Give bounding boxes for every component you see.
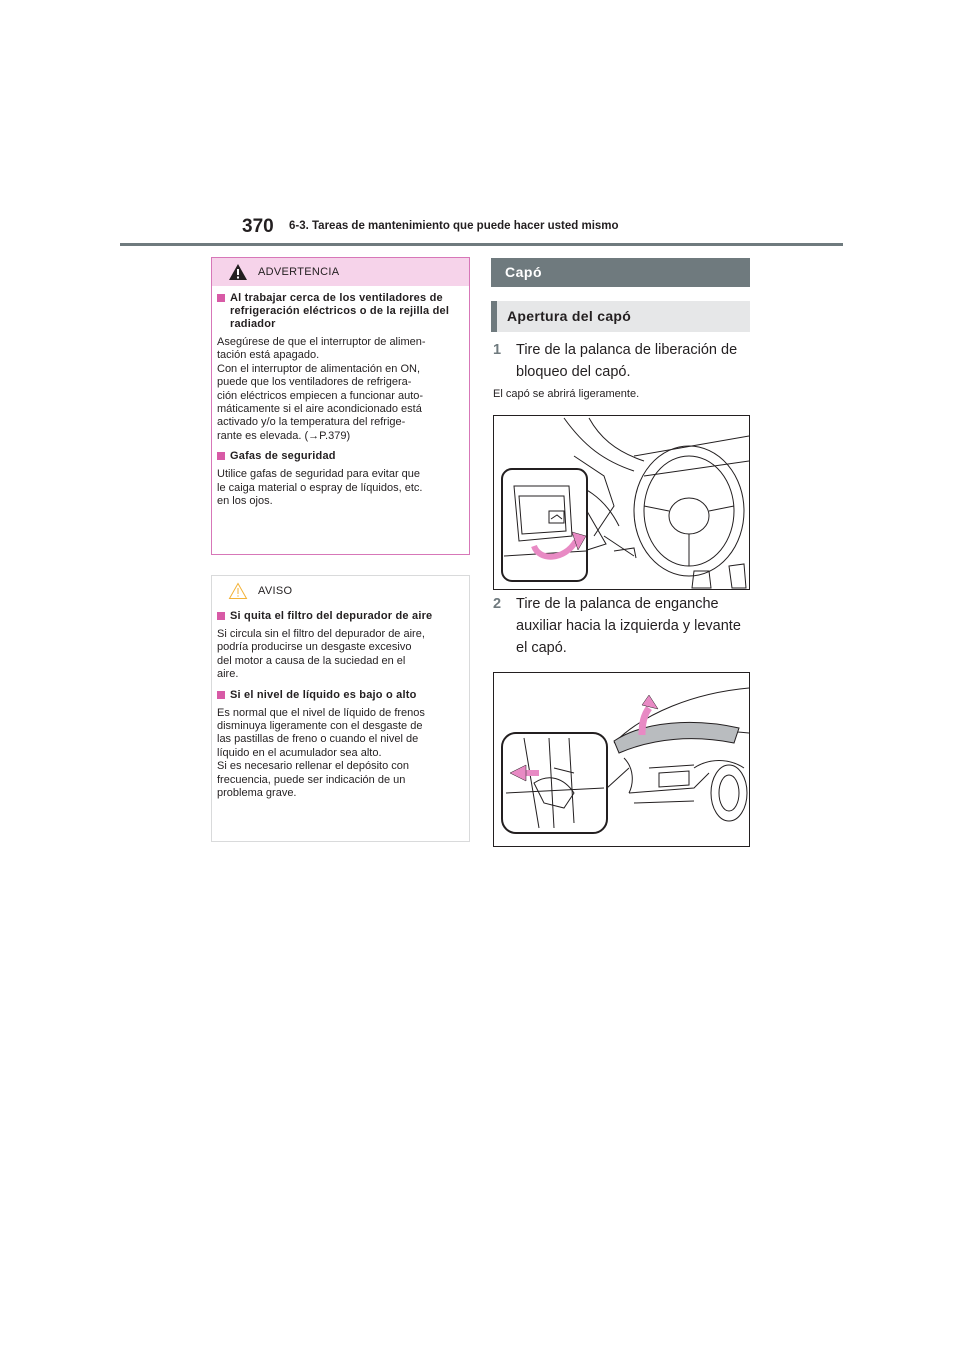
notice-box: [211, 575, 470, 842]
warning-item-text: Utilice gafas de seguridad para evitar que le caiga material o espray de líquidos, etc. en los ojos.: [217, 468, 423, 508]
subsection-title-bar: [491, 301, 750, 332]
notice-item-text: Es normal que el nivel de líquido de frenos disminuya ligeramente con el desgaste de las pastillas de freno o cuando el nivel de líquido en el acumulador sea alto. Si es necesario rellenar el depósito con frecuencia, puede ser indicación de un problema grave.: [217, 706, 425, 800]
auxiliary-catch-lever-illustration: [493, 672, 750, 847]
header-rule: [120, 243, 843, 246]
step-note: El capó se abrirá ligeramente.: [493, 388, 640, 400]
aux-lever-figure: [494, 673, 749, 846]
page-number: 370: [242, 216, 274, 237]
bullet-square-icon: [217, 294, 225, 302]
notice-box-title: AVISO: [258, 585, 293, 597]
hood-release-lever-illustration: [493, 415, 750, 590]
warning-item-heading-text: Gafas de seguridad: [230, 450, 336, 463]
step-number: 2: [493, 596, 502, 612]
warning-box: [211, 257, 470, 555]
warning-box-title: ADVERTENCIA: [258, 266, 340, 278]
step-text: Tire de la palanca de liberación de bloqueo del capó.: [516, 342, 738, 380]
warning-triangle-icon: [228, 263, 248, 281]
section-header: 6-3. Tareas de mantenimiento que puede hacer usted mismo: [289, 220, 619, 232]
hood-release-figure: [494, 416, 749, 589]
step-text: Tire de la palanca de enganche auxiliar hacia la izquierda y levante el capó.: [516, 596, 741, 656]
hood-symbol-icon: [549, 511, 564, 523]
notice-item-heading-text: Si quita el filtro del depurador de aire: [230, 610, 433, 622]
notice-item-heading-text: Si el nivel de líquido es bajo o alto: [230, 688, 417, 701]
section-title: Capó: [505, 264, 542, 280]
notice-item-heading: [217, 689, 465, 702]
bullet-square-icon: [217, 452, 225, 460]
notice-item-text: Si circula sin el filtro del depurador de aire, podría producirse un desgaste excesivo del motor a causa de la suciedad en el aire.: [217, 628, 425, 681]
warning-item-text: Asegúrese de que el interruptor de alimen- tación está apagado. Con el interruptor de alimentación en ON, puede que los ventiladores de refrigera- ción eléctricos empiecen a funcionar auto- máticamente si el aire acondicionado está activado y/o la temperatura del refrige- rante es elevada. (→P.379): [217, 336, 426, 442]
bullet-square-icon: [217, 612, 225, 620]
bullet-square-icon: [217, 691, 225, 699]
subsection-title: Apertura del capó: [507, 308, 632, 324]
warning-item-heading-text: Al trabajar cerca de los ventiladores de refrigeración eléctricos o de la rejilla del radiador: [230, 292, 450, 330]
caution-triangle-icon: [228, 582, 248, 600]
step-number: 1: [493, 342, 502, 358]
warning-item-heading: [217, 292, 465, 331]
notice-box-header: [212, 576, 469, 605]
warning-box-header: [212, 258, 469, 286]
notice-item-heading: [217, 610, 465, 623]
warning-item-heading: [217, 450, 465, 463]
section-title-bar: [491, 258, 750, 287]
